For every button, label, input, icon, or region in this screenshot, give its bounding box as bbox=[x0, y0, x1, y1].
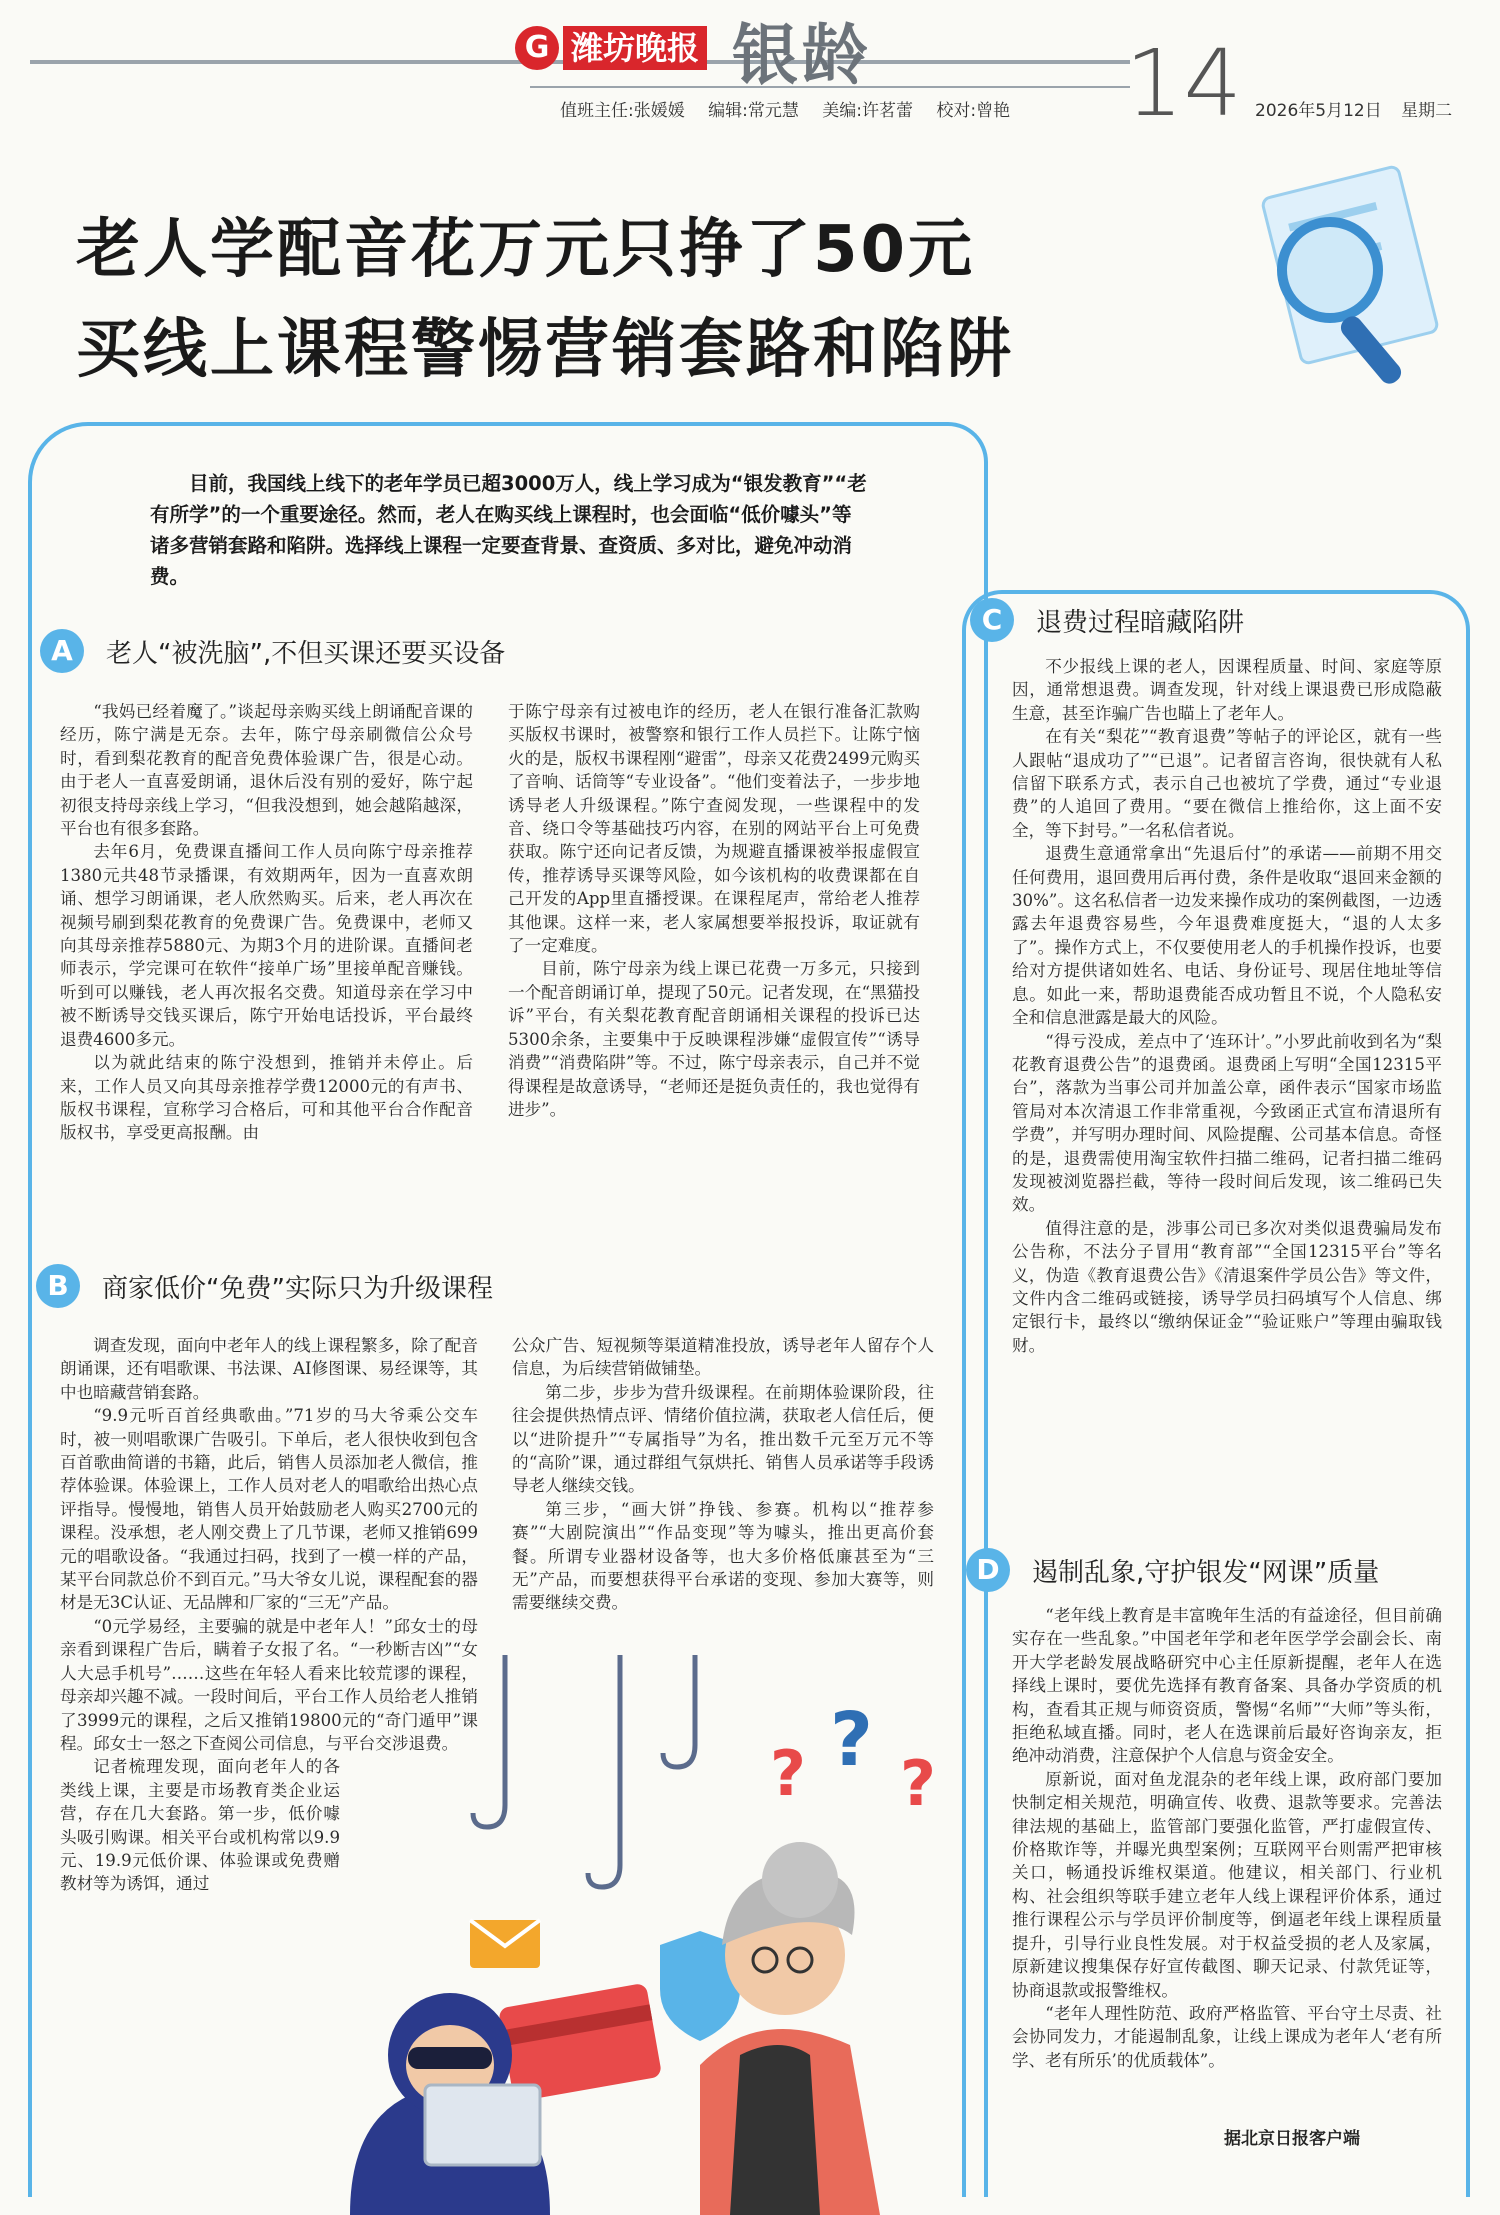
paragraph: “老年人理性防范、政府严格监管、平台守土尽责、社会协同发力，才能遏制乱象，让线上课成为老年人‘老有所学、老有所乐’的优质载体”。 bbox=[1012, 2003, 1442, 2070]
paragraph: 记者梳理发现，面向老年人的各类线上课，主要是市场教育类企业运营，存在几大套路。第一步，低价噱头吸引购课。相关平台或机构常以9.9元、19.9元低价课、体验课或免费赠教材等为诱饵，通过 bbox=[60, 1757, 340, 1894]
question-mark: ? bbox=[900, 1747, 936, 1820]
credit-duty: 值班主任:张媛媛 bbox=[560, 101, 685, 121]
newspaper-logo bbox=[515, 26, 707, 70]
source-credit: 据北京日报客户端 bbox=[1224, 2129, 1360, 2149]
paragraph: “我妈已经着魔了。”谈起母亲购买线上朗诵配音课的经历，陈宁满是无奈。去年，陈宁母亲刷微信公众号时，看到梨花教育的配音免费体验课广告，很是心动。由于老人一直喜爱朗诵，退休后没有别的爱好，陈宁起初很支持母亲线上学习，“但我没想到，她会越陷越深，平台也有很多套路。 bbox=[60, 702, 473, 839]
paragraph: 在有关“梨花”“教育退费”等帖子的评论区，就有一些人跟帖“退成功了”“已退”。记者留言咨询，很快就有人私信留下联系方式，表示自己也被坑了学费，通过“专业退费”的人追回了费用。“要在微信上推给你，这上面不安全，等下封号。”一名私信者说。 bbox=[1012, 727, 1442, 840]
section-c-column bbox=[1012, 655, 1442, 1357]
paragraph: 值得注意的是，涉事公司已多次对类似退费骗局发布公告称，不法分子冒用“教育部”“全国12315平台”等名义，伪造《教育退费公告》《清退案件学员公告》等文件，文件内含二维码或链接，诱导学员扫码填写个人信息、绑定银行卡，最终以“缴纳保证金”“验证账户”等理由骗取钱财。 bbox=[1012, 1218, 1442, 1355]
section-c-heading bbox=[970, 598, 1244, 642]
masthead bbox=[0, 0, 1500, 137]
fishing-hook-icon bbox=[473, 1655, 695, 1887]
paragraph: 以为就此结束的陈宁没想到，推销并未停止。后来，工作人员又向其母亲推荐学费12000元的有声书、版权书课程，宣称学习合格后，可和其他平台合作配音版权书，享受更高报酬。由 bbox=[60, 1053, 473, 1143]
paragraph: 调查发现，面向中老年人的线上课程繁多，除了配音朗诵课，还有唱歌课、书法课、AI修图课、易经课等，其中也暗藏营销套路。 bbox=[60, 1336, 478, 1402]
paragraph: 退费生意通常拿出“先退后付”的承诺——前期不用交任何费用，退回费用后再付费，条件是收取“退回来金额的30%”。这名私信者一边发来操作成功的案例截图，一边透露去年退费容易些，今年退费难度挺大，“退的人太多了”。操作方式上，不仅要使用老人的手机操作投诉，也要给对方提供诸如姓名、电话、身份证号、现居住地址等信息。如此一来，帮助退费能否成功暂且不说，个人隐私安全和信息泄露是最大的风险。 bbox=[1012, 844, 1442, 1028]
paragraph: 第三步，“画大饼”挣钱、参赛。机构以“推荐参赛”“大剧院演出”“作品变现”等为噱头，推出更高价套餐。所谓专业器材设备等，也大多价格低廉甚至为“三无”产品，而要想获得平台承诺的变现、参加大赛等，则需要继续交费。 bbox=[512, 1499, 934, 1613]
question-mark: ? bbox=[830, 1697, 873, 1783]
issue-date bbox=[1255, 96, 1466, 121]
logo-icon: G bbox=[515, 26, 559, 70]
paragraph: 去年6月，免费课直播间工作人员向陈宁母亲推荐1380元共48节录播课，有效期两年，因为一直喜欢朗诵、想学习朗诵课，老人欣然购买。后来，老人再次在视频号刷到梨花教育的免费课广告。免费课中，老师又向其母亲推荐5880元、为期3个月的进阶课。直播间老师表示，学完课可在软件“接单广场”里接单配音赚钱。听到可以赚钱，老人再次报名交费。知道母亲在学习中被不断诱导交钱买课后，陈宁开始电话投诉，平台最终退费4600多元。 bbox=[60, 842, 473, 1049]
paragraph: 公众广告、短视频等渠道精准投放，诱导老年人留存个人信息，为后续营销做铺垫。 bbox=[512, 1336, 934, 1379]
scam-illustration bbox=[330, 1655, 980, 2215]
elderly-woman-figure bbox=[700, 1842, 880, 2215]
paragraph: “老年线上教育是丰富晚年生活的有益途径，但目前确实存在一些乱象。”中国老年学和老年医学学会副会长、南开大学老龄发展战略研究中心主任原新提醒，老年人在选择线上课时，要优先选择有教育备案、具备办学资质的机构，查看其正规与师资资质，警惕“名师”“大师”等头衔，拒绝私域直播。同时，老人在选课前后最好咨询亲友，拒绝冲动消费，注意保护个人信息与资金安全。 bbox=[1012, 1606, 1442, 1766]
section-a-column-1 bbox=[60, 700, 473, 1145]
section-a-title: 老人“被洗脑”,不但买课还要买设备 bbox=[106, 638, 506, 669]
credit-designer: 美编:许茗蕾 bbox=[822, 101, 914, 121]
section-b-column-2 bbox=[512, 1334, 934, 1615]
headline-line-2: 买线上课程警惕营销套路和陷阱 bbox=[76, 313, 1014, 387]
section-a-badge: A bbox=[40, 629, 84, 673]
section-d-title: 遏制乱象,守护银发“网课”质量 bbox=[1032, 1557, 1380, 1588]
section-a-heading bbox=[40, 629, 505, 673]
credit-proofreader: 校对:曾艳 bbox=[936, 101, 1011, 121]
page-title bbox=[76, 200, 1014, 400]
section-c-badge: C bbox=[970, 598, 1014, 642]
envelope-icon bbox=[470, 1920, 540, 1968]
section-b-title: 商家低价“免费”实际只为升级课程 bbox=[102, 1273, 493, 1304]
date-text: 2026年5月12日 bbox=[1255, 101, 1382, 121]
paragraph: “0元学易经，主要骗的就是中老年人！”邱女士的母亲看到课程广告后，瞒着子女报了名。“一秒断吉凶”“女人大忌手机号”……这些在年轻人看来比较荒谬的课程，母亲却兴趣不减。一段时间后，平台工作人员给老人推销了3999元的课程，之后又推销19800元的“奇门遁甲”课程。邱女士一怒之下查阅公司信息，与平台交涉退费。 bbox=[60, 1616, 478, 1753]
section-d-heading bbox=[966, 1548, 1379, 1592]
paragraph: “得亏没成，差点中了‘连环计’。”小罗此前收到名为“梨花教育退费公告”的退费函。退费函上写明“全国12315平台”，落款为当事公司并加盖公章，函件表示“国家市场监管局对本次清退工作非常重视，今致函正式宣布清退所有学费”，并写明办理时间、风险提醒、公司基本信息。奇怪的是，退费需使用淘宝软件扫描二维码，记者扫描二维码发现被浏览器拦截，等待一段时间后发现，该二维码已失效。 bbox=[1012, 1031, 1442, 1215]
paragraph: 不少报线上课的老人，因课程质量、时间、家庭等原因，通常想退费。调查发现，针对线上课退费已形成隐蔽生意，甚至诈骗广告也瞄上了老年人。 bbox=[1012, 657, 1442, 723]
section-b-heading bbox=[36, 1264, 493, 1308]
page-number: 14 bbox=[1125, 30, 1243, 137]
paragraph: 于陈宁母亲有过被电诈的经历，老人在银行准备汇款购买版权书课时，被警察和银行工作人员拦下。让陈宁恼火的是，版权书课程刚“避雷”，母亲又花费2499元购买了音响、话筒等“专业设备”。“他们变着法子，一步步地诱导老人升级课程。”陈宁查阅发现，一些课程中的发音、绕口令等基础技巧内容，在别的网站平台上可免费获取。陈宁还向记者反馈，为规避直播课被举报虚假宣传，推荐诱导买课等风险，如今该机构的收费课都在自己开发的App里直播授课。在课程尾声，常给老人推荐其他课。这样一来，老人家属想要举报投诉，取证就有了一定难度。 bbox=[508, 702, 920, 956]
paper-name: 潍坊晚报 bbox=[563, 26, 707, 70]
question-mark: ? bbox=[770, 1737, 806, 1810]
headline-line-1: 老人学配音花万元只挣了50元 bbox=[76, 213, 976, 287]
magnifier-illustration bbox=[1220, 150, 1470, 410]
article-intro: 目前，我国线上线下的老年学员已超3000万人，线上学习成为“银发教育”“老有所学”的一个重要途径。然而，老人在购买线上课程时，也会面临“低价噱头”等诸多营销套路和陷阱。选择线上课程一定要查背景、查资质、多对比，避免冲动消费。 bbox=[150, 472, 867, 588]
section-d-column bbox=[1012, 1604, 1442, 2072]
section-b-badge: B bbox=[36, 1264, 80, 1308]
section-d-badge: D bbox=[966, 1548, 1010, 1592]
paragraph: “9.9元听百首经典歌曲。”71岁的马大爷乘公交车时，被一则唱歌课广告吸引。下单后，老人很快收到包含百首歌曲简谱的书籍，此后，销售人员添加老人微信，推荐体验课。体验课上，工作人员对老人的唱歌给出热心点评指导。慢慢地，销售人员开始鼓励老人购买2700元的课程。没承想，老人刚交费上了几节课，老师又推销699元的唱歌设备。“我通过扫码，找到了一模一样的产品，某平台同款总价不到百元。”马大爷女儿说，课程配套的器材是无3C认证、无品牌和厂家的“三无”产品。 bbox=[60, 1406, 478, 1613]
section-c-title: 退费过程暗藏陷阱 bbox=[1036, 607, 1245, 638]
section-a-column-2 bbox=[508, 700, 920, 1121]
paragraph: 第二步，步步为营升级课程。在前期体验课阶段，往往会提供热情点评、情绪价值拉满，获取老人信任后，便以“进阶提升”“专属指导”为名，推出数千元至万元不等的“高阶”课，通过群组气氛烘托、销售人员承诺等手段诱导老人继续交钱。 bbox=[512, 1382, 934, 1496]
paragraph: 原新说，面对鱼龙混杂的老年线上课，政府部门要加快制定相关规范，明确宣传、收费、退款等要求。完善法律法规的基础上，监管部门要强化监管，严打虚假宣传、价格欺诈等，并曝光典型案例；互联网平台则需严把审核关口，畅通投诉维权渠道。他建议，相关部门、行业机构、社会组织等联手建立老年人线上课程评价体系，通过推行课程公示与学员评价制度等，倒逼老年线上课程质量提升，引导行业良性发展。对于权益受损的老人及家属，原新建议搜集保存好宣传截图、聊天记录、付款凭证等，协商退款或报警维权。 bbox=[1012, 1769, 1442, 2000]
paragraph: 目前，陈宁母亲为线上课已花费一万多元，只接到一个配音朗诵订单，提现了50元。记者发现，在“黑猫投诉”平台，有关梨花教育配音朗诵相关课程的投诉已达5300余条，主要集中于反映课程涉嫌“虚假宣传”“诱导消费”“消费陷阱”等。不过，陈宁母亲表示，自己并不觉得课程是故意诱导，“老师还是挺负责任的，我也觉得有进步”。 bbox=[508, 959, 920, 1119]
credit-editor: 编辑:常元慧 bbox=[708, 101, 799, 121]
section-name: 银龄 bbox=[732, 17, 872, 94]
editor-credits bbox=[560, 96, 1028, 121]
weekday-text: 星期二 bbox=[1401, 101, 1453, 121]
